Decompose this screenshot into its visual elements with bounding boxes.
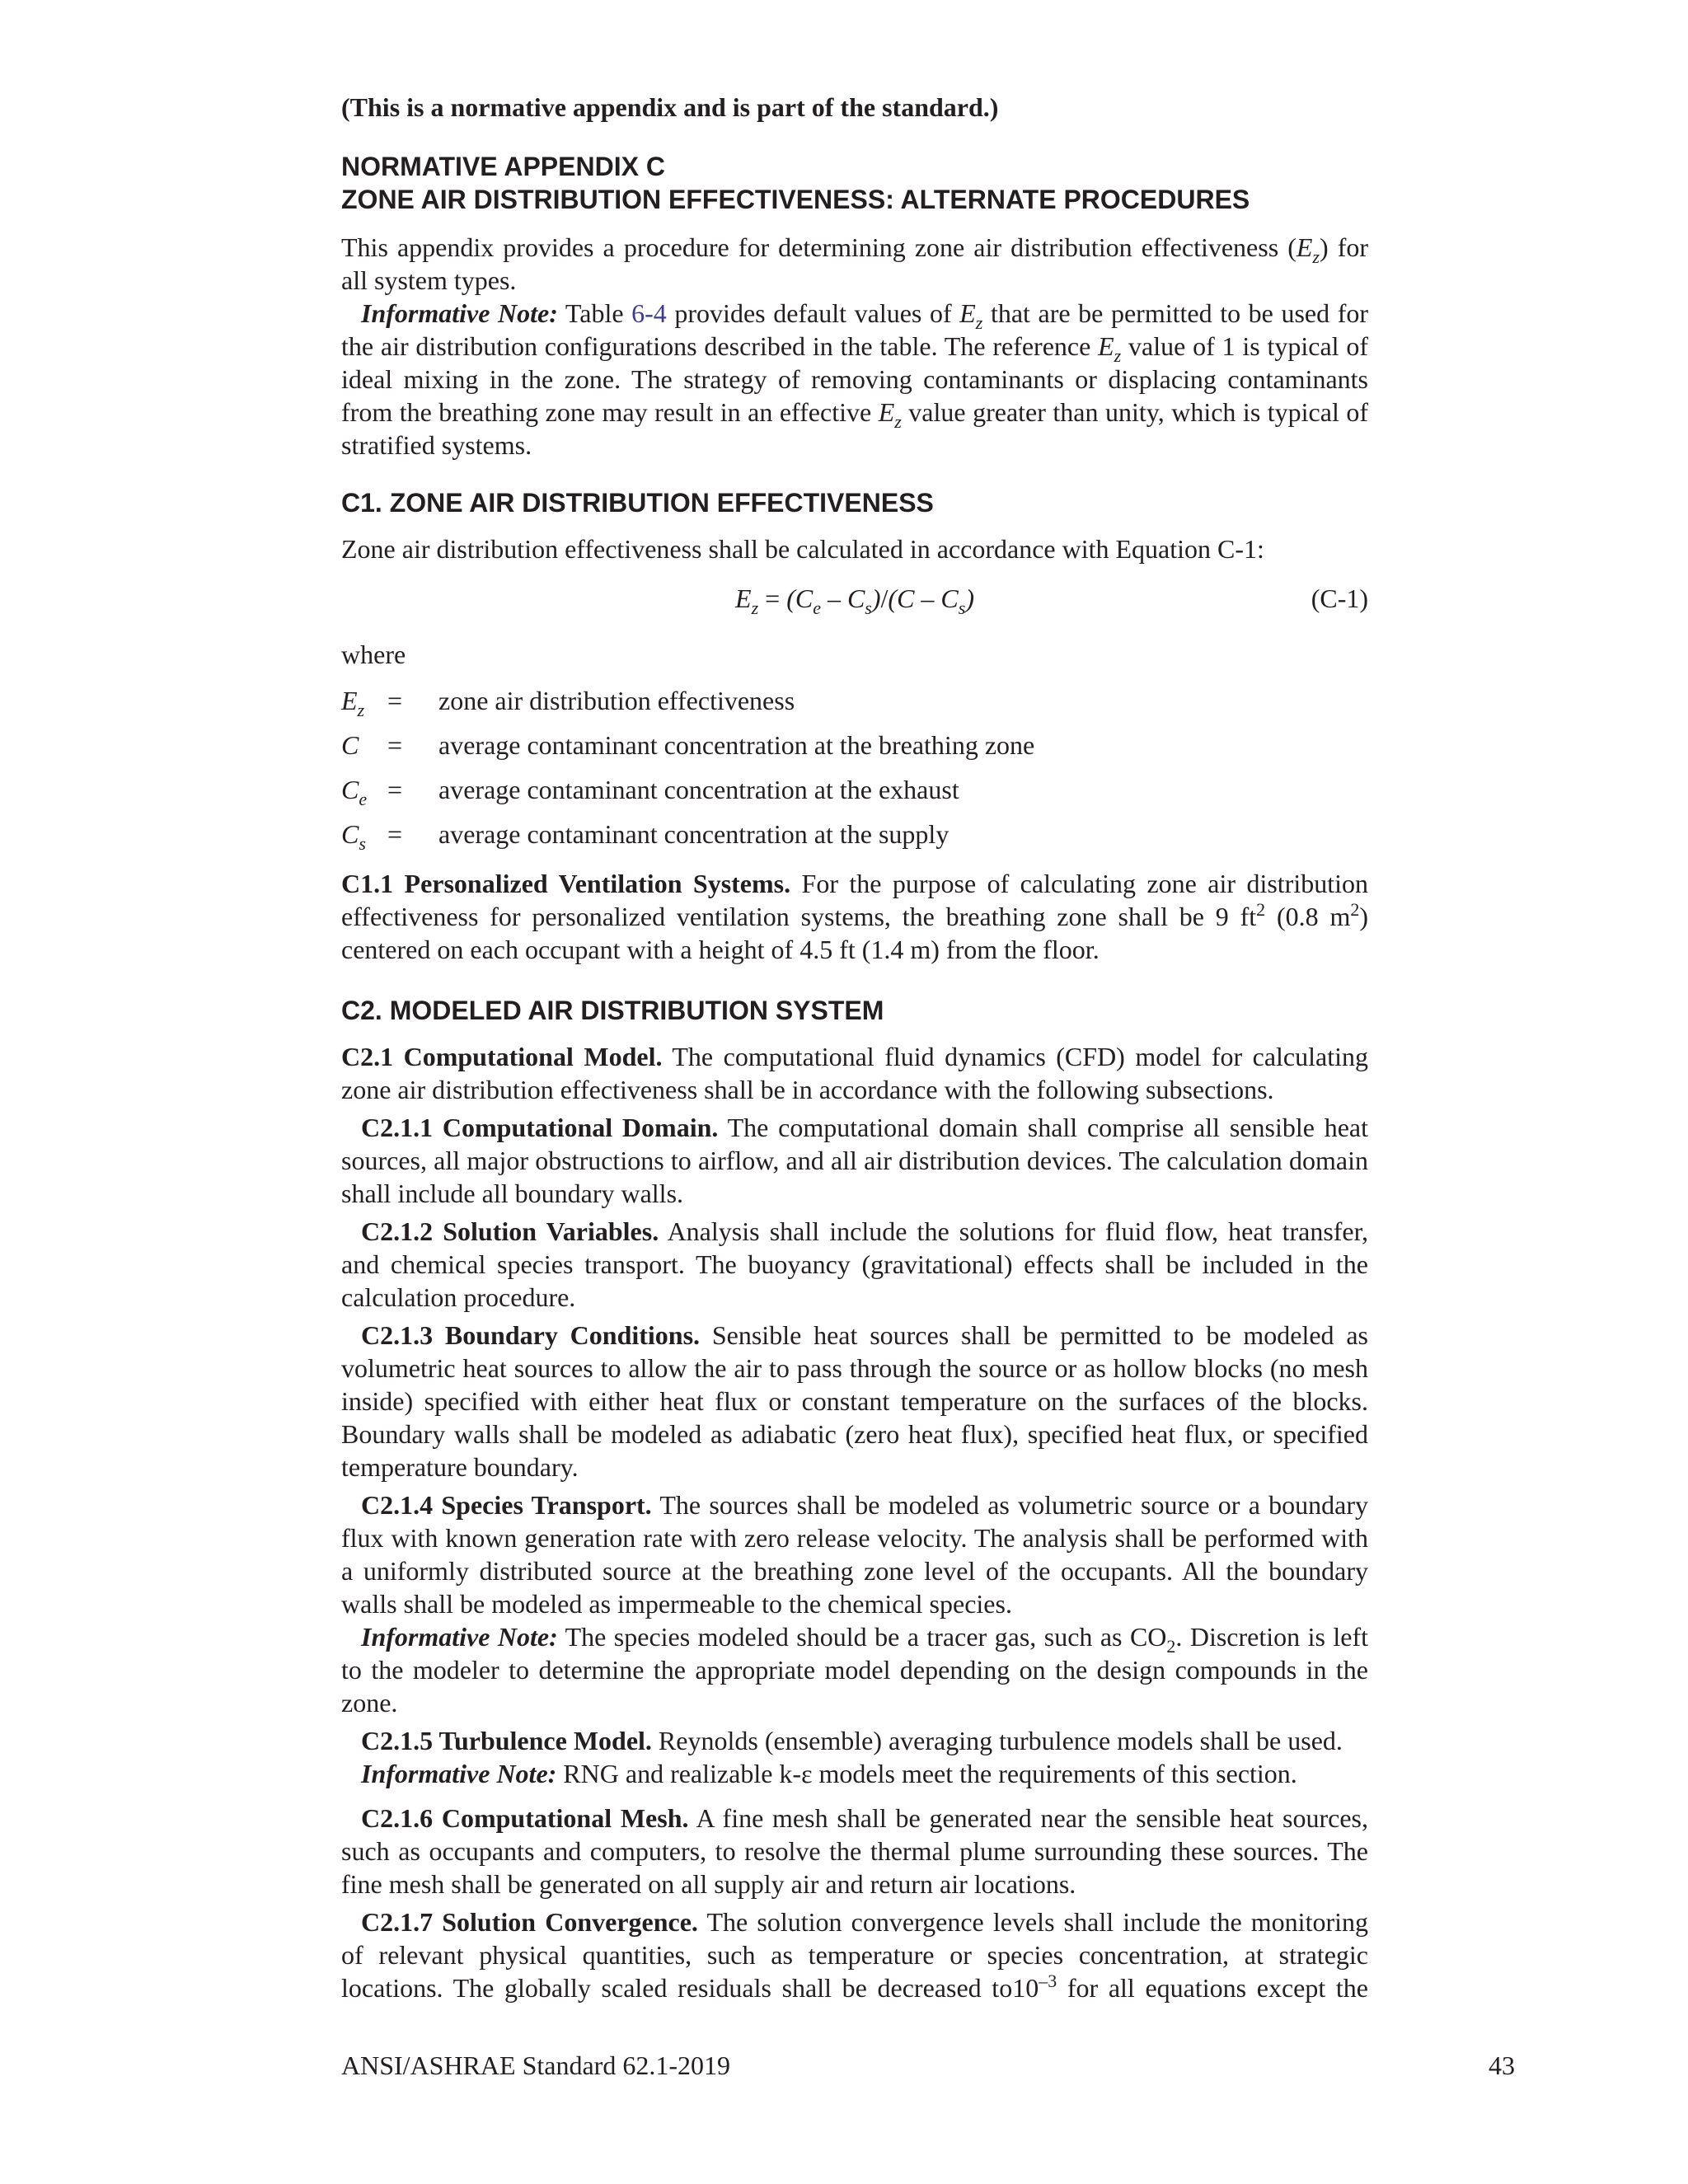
- section-c1-heading: C1. ZONE AIR DISTRIBUTION EFFECTIVENESS: [341, 488, 934, 518]
- equation-body: $E_z = (C_e - C_s)/(C - C_s)$: [735, 583, 974, 618]
- informative-note-ez: Informative Note: Table 6-4 provides default values of $E_z$ that are be permitted to be used for the air distribution configurations described in the table. The reference $E_z$ value of 1 is typical of ideal mixing in the zone. The strategy of removing contaminants or displacing contaminants from the breathing zone may result in an effective $E_z$ value greater than unity, which is typical of stratified systems.: [341, 298, 1369, 460]
- table-6-4-link[interactable]: 6-4: [631, 298, 667, 328]
- c2-1-5-informative-note: Informative Note: RNG and realizable k-ε models meet the requirements of this section.: [361, 1759, 1297, 1788]
- section-c2-1: C2.1 Computational Model. The computational fluid dynamics (CFD) model for calculating zone air distribution effectiveness shall be in accordance with the following subsections.: [341, 1042, 1368, 1104]
- definition-c: C = average contaminant concentration at the breathing zone: [341, 730, 1035, 760]
- equation-c-1: [341, 582, 1368, 618]
- section-c1-1: C1.1 Personalized Ventilation Systems. For the purpose of calculating zone air distribution effectiveness for personalized ventilation systems, the breathing zone shall be 9 $ft^2$ (0.8 $m^2$) centered on each occupant with a height of 4.5 ft (1.4 m) from the floor.: [341, 869, 1369, 964]
- equation-number: (C-1): [1311, 583, 1368, 613]
- definition-ez: $E_z$ = zone air distribution effectiveness: [341, 686, 795, 720]
- section-c2-heading: C2. MODELED AIR DISTRIBUTION SYSTEM: [341, 996, 884, 1025]
- c1-intro: Zone air distribution effectiveness shall be calculated in accordance with Equation C-1:: [341, 534, 1264, 564]
- section-c2-1-4: C2.1.4 Species Transport. The sources shall be modeled as volumetric source or a boundary flux with known generation rate with zero release velocity. The analysis shall be performed with a uniformly distributed source at the breathing zone level of the occupants. All the boundary walls shall be modeled as impermeable to the chemical species.: [341, 1490, 1369, 1619]
- section-c2-1-7: C2.1.7 Solution Convergence. The solution convergence levels shall include the monitoring of relevant physical quantities, such as temperature or species concentration, at strategic locations. The globally scaled residuals shall be decreased $to10^{-3}$ for all equations except the: [341, 1907, 1369, 2003]
- where-label: where: [341, 640, 406, 669]
- c2-1-4-informative-note: Informative Note: The species modeled should be a tracer gas, such as $CO_2$. Discretion is left to the modeler to determine the appropriate model depending on the design compounds in the zone.: [341, 1622, 1369, 1718]
- document-page: [341, 0, 1515, 2184]
- page-number: 43: [1489, 2050, 1515, 2080]
- section-c2-1-3: C2.1.3 Boundary Conditions. Sensible heat sources shall be permitted to be modeled as volumetric heat sources to allow the air to pass through the source or as hollow blocks (no mesh inside) specified with either heat flux or constant temperature on the surfaces of the blocks. Boundary walls shall be modeled as adiabatic (zero heat flux), specified heat flux, or specified temperature boundary.: [341, 1320, 1368, 1482]
- section-c2-1-5: C2.1.5 Turbulence Model. Reynolds (ensemble) averaging turbulence models shall be used.: [361, 1726, 1343, 1755]
- definition-cs: $C_s$ = average contaminant concentration at the supply: [341, 819, 950, 854]
- section-c2-1-2: C2.1.2 Solution Variables. Analysis shall include the solutions for fluid flow, heat transfer, and chemical species transport. The buoyancy (gravitational) effects shall be included in the calculation procedure.: [341, 1216, 1369, 1312]
- normative-note: (This is a normative appendix and is part of the standard.): [341, 92, 999, 122]
- definition-ce: $C_e$ = average contaminant concentration at the exhaust: [341, 775, 959, 809]
- appendix-intro: This appendix provides a procedure for determining zone air distribution effectiveness $(E_z)$ for all system types.: [341, 232, 1369, 295]
- appendix-title: NORMATIVE APPENDIX C ZONE AIR DISTRIBUTION EFFECTIVENESS: ALTERNATE PROCEDURES: [341, 152, 1250, 214]
- footer-standard: ANSI/ASHRAE Standard 62.1-2019: [341, 2050, 730, 2080]
- section-c2-1-1: C2.1.1 Computational Domain. The computational domain shall comprise all sensible heat sources, all major obstructions to airflow, and all air distribution devices. The calculation domain shall include all boundary walls.: [341, 1113, 1369, 1208]
- section-c2-1-6: C2.1.6 Computational Mesh. A fine mesh shall be generated near the sensible heat sources, such as occupants and computers, to resolve the thermal plume surrounding these sources. The fine mesh shall be generated on all supply air and return air locations.: [341, 1803, 1369, 1899]
